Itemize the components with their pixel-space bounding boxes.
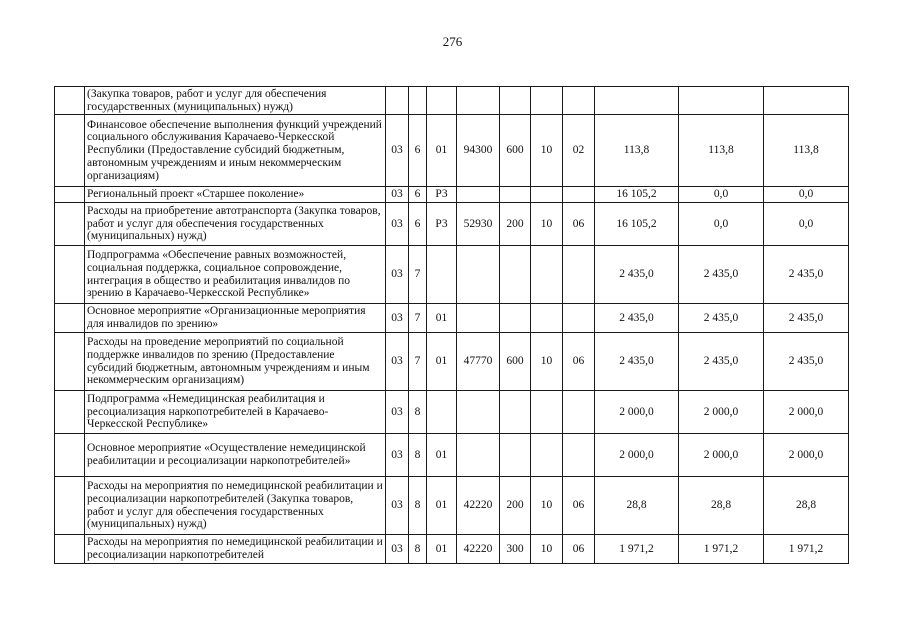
row-c1-cell: 03 <box>386 187 409 203</box>
row-v3-cell: 2 000,0 <box>764 434 849 477</box>
row-v2-cell: 1 971,2 <box>679 535 764 564</box>
row-v1-cell: 113,8 <box>595 115 679 187</box>
row-c3-cell <box>427 246 457 304</box>
row-gutter-cell <box>55 87 85 115</box>
row-name-cell: Подпрограмма «Обеспечение равных возможностей, социальная поддержка, социальное сопровождение, интеграция в общество и реабилитация инвалидов по зрению в Карачаево-Черкесской Республике» <box>85 246 386 304</box>
row-c6-cell: 10 <box>531 333 563 391</box>
row-name-cell: Основное мероприятие «Организационные мероприятия для инвалидов по зрению» <box>85 304 386 333</box>
row-c4-cell <box>457 87 500 115</box>
row-c1-cell: 03 <box>386 203 409 246</box>
row-c5-cell <box>500 391 531 434</box>
row-gutter-cell <box>55 115 85 187</box>
row-c5-cell: 200 <box>500 203 531 246</box>
row-v1-cell: 2 435,0 <box>595 333 679 391</box>
row-gutter-cell <box>55 477 85 535</box>
row-gutter-cell <box>55 535 85 564</box>
row-c4-cell: 47770 <box>457 333 500 391</box>
row-v3-cell: 0,0 <box>764 187 849 203</box>
table-row <box>55 187 849 203</box>
row-c6-cell <box>531 304 563 333</box>
row-v3-cell: 28,8 <box>764 477 849 535</box>
row-v2-cell: 2 435,0 <box>679 333 764 391</box>
row-c1-cell: 03 <box>386 434 409 477</box>
row-v2-cell: 2 000,0 <box>679 391 764 434</box>
row-c5-cell <box>500 434 531 477</box>
row-name-cell: Расходы на мероприятия по немедицинской реабилитации и ресоциализации наркопотребителей (Закупка товаров, работ и услуг для обеспечения государственных (муниципальных) нужд) <box>85 477 386 535</box>
row-v3-cell: 2 435,0 <box>764 333 849 391</box>
page-number: 276 <box>442 34 463 49</box>
table-row <box>55 391 849 434</box>
row-c7-cell <box>563 87 595 115</box>
row-name-cell: Расходы на проведение мероприятий по социальной поддержке инвалидов по зрению (Предоставление субсидий бюджетным, автономным учреждениям и иным некоммерческим организациям) <box>85 333 386 391</box>
row-c7-cell: 02 <box>563 115 595 187</box>
row-c7-cell <box>563 434 595 477</box>
row-c1-cell: 03 <box>386 304 409 333</box>
row-c4-cell: 94300 <box>457 115 500 187</box>
row-name-cell: Расходы на мероприятия по немедицинской реабилитации и ресоциализации наркопотребителей <box>85 535 386 564</box>
row-v2-cell: 2 435,0 <box>679 246 764 304</box>
row-c4-cell <box>457 391 500 434</box>
row-c2-cell: 6 <box>409 187 427 203</box>
row-gutter-cell <box>55 187 85 203</box>
row-gutter-cell <box>55 333 85 391</box>
row-c1-cell <box>386 87 409 115</box>
row-gutter-cell <box>55 203 85 246</box>
row-c1-cell: 03 <box>386 477 409 535</box>
row-name-cell: Региональный проект «Старшее поколение» <box>85 187 386 203</box>
row-v3-cell: 2 435,0 <box>764 246 849 304</box>
row-v2-cell: 2 000,0 <box>679 434 764 477</box>
row-c5-cell: 300 <box>500 535 531 564</box>
row-c7-cell <box>563 391 595 434</box>
row-c5-cell <box>500 87 531 115</box>
row-v3-cell: 2 000,0 <box>764 391 849 434</box>
row-c6-cell <box>531 434 563 477</box>
row-c6-cell <box>531 391 563 434</box>
row-c2-cell: 7 <box>409 333 427 391</box>
row-c2-cell: 8 <box>409 434 427 477</box>
row-c6-cell: 10 <box>531 115 563 187</box>
row-c3-cell: 01 <box>427 304 457 333</box>
row-c7-cell: 06 <box>563 333 595 391</box>
row-c1-cell: 03 <box>386 333 409 391</box>
row-c5-cell <box>500 187 531 203</box>
row-c4-cell <box>457 304 500 333</box>
table-row <box>55 477 849 535</box>
row-c1-cell: 03 <box>386 246 409 304</box>
row-c2-cell <box>409 87 427 115</box>
row-c5-cell <box>500 304 531 333</box>
row-c2-cell: 6 <box>409 115 427 187</box>
row-c3-cell: 01 <box>427 115 457 187</box>
row-gutter-cell <box>55 246 85 304</box>
row-v2-cell: 113,8 <box>679 115 764 187</box>
table-row <box>55 203 849 246</box>
row-name-cell: Подпрограмма «Немедицинская реабилитация и ресоциализация наркопотребителей в Карачаево-Черкесской Республике» <box>85 391 386 434</box>
row-c7-cell <box>563 304 595 333</box>
row-v1-cell: 16 105,2 <box>595 203 679 246</box>
row-c4-cell: 42220 <box>457 535 500 564</box>
row-c2-cell: 8 <box>409 391 427 434</box>
row-name-cell: Финансовое обеспечение выполнения функций учреждений социального обслуживания Карачаево-Черкесской Республики (Предоставление субсидий бюджетным, автономным учреждениям и иным некоммерческим организациям) <box>85 115 386 187</box>
row-c5-cell: 600 <box>500 115 531 187</box>
row-v3-cell <box>764 87 849 115</box>
row-c3-cell: 01 <box>427 535 457 564</box>
row-c7-cell: 06 <box>563 203 595 246</box>
table-row <box>55 246 849 304</box>
row-c3-cell: Р3 <box>427 187 457 203</box>
row-c4-cell: 52930 <box>457 203 500 246</box>
row-c2-cell: 8 <box>409 477 427 535</box>
row-v2-cell: 0,0 <box>679 187 764 203</box>
row-v3-cell: 2 435,0 <box>764 304 849 333</box>
row-v1-cell: 2 000,0 <box>595 434 679 477</box>
row-c6-cell: 10 <box>531 477 563 535</box>
row-c7-cell <box>563 246 595 304</box>
row-c6-cell <box>531 246 563 304</box>
row-v2-cell: 28,8 <box>679 477 764 535</box>
row-name-cell: Основное мероприятие «Осуществление немедицинской реабилитации и ресоциализации наркопотребителей» <box>85 434 386 477</box>
row-c5-cell: 200 <box>500 477 531 535</box>
row-gutter-cell <box>55 434 85 477</box>
row-v1-cell <box>595 87 679 115</box>
row-c6-cell: 10 <box>531 203 563 246</box>
row-c4-cell <box>457 434 500 477</box>
row-c1-cell: 03 <box>386 115 409 187</box>
row-c1-cell: 03 <box>386 535 409 564</box>
row-v1-cell: 2 435,0 <box>595 246 679 304</box>
row-v2-cell <box>679 87 764 115</box>
row-gutter-cell <box>55 304 85 333</box>
row-v2-cell: 2 435,0 <box>679 304 764 333</box>
table-row <box>55 434 849 477</box>
row-v1-cell: 2 000,0 <box>595 391 679 434</box>
table-row <box>55 87 849 115</box>
row-c6-cell <box>531 187 563 203</box>
row-c2-cell: 7 <box>409 246 427 304</box>
row-c3-cell <box>427 87 457 115</box>
row-c7-cell <box>563 187 595 203</box>
budget-table <box>54 86 849 564</box>
row-c5-cell <box>500 246 531 304</box>
row-v1-cell: 1 971,2 <box>595 535 679 564</box>
table-row <box>55 304 849 333</box>
row-c2-cell: 6 <box>409 203 427 246</box>
row-name-cell: (Закупка товаров, работ и услуг для обеспечения государственных (муниципальных) нужд) <box>85 87 386 115</box>
row-c3-cell <box>427 391 457 434</box>
table-row <box>55 333 849 391</box>
row-c3-cell: 01 <box>427 477 457 535</box>
row-c4-cell <box>457 246 500 304</box>
row-v3-cell: 0,0 <box>764 203 849 246</box>
table-row <box>55 535 849 564</box>
table-row <box>55 115 849 187</box>
row-v1-cell: 16 105,2 <box>595 187 679 203</box>
row-c1-cell: 03 <box>386 391 409 434</box>
row-c6-cell <box>531 87 563 115</box>
row-c5-cell: 600 <box>500 333 531 391</box>
row-c7-cell: 06 <box>563 477 595 535</box>
row-v3-cell: 1 971,2 <box>764 535 849 564</box>
row-c2-cell: 7 <box>409 304 427 333</box>
row-c6-cell: 10 <box>531 535 563 564</box>
row-c4-cell: 42220 <box>457 477 500 535</box>
row-v1-cell: 28,8 <box>595 477 679 535</box>
row-c3-cell: 01 <box>427 434 457 477</box>
row-name-cell: Расходы на приобретение автотранспорта (Закупка товаров, работ и услуг для обеспечения государственных (муниципальных) нужд) <box>85 203 386 246</box>
row-v3-cell: 113,8 <box>764 115 849 187</box>
row-v2-cell: 0,0 <box>679 203 764 246</box>
row-c4-cell <box>457 187 500 203</box>
row-v1-cell: 2 435,0 <box>595 304 679 333</box>
row-c3-cell: 01 <box>427 333 457 391</box>
row-gutter-cell <box>55 391 85 434</box>
row-c7-cell: 06 <box>563 535 595 564</box>
row-c3-cell: Р3 <box>427 203 457 246</box>
row-c2-cell: 8 <box>409 535 427 564</box>
